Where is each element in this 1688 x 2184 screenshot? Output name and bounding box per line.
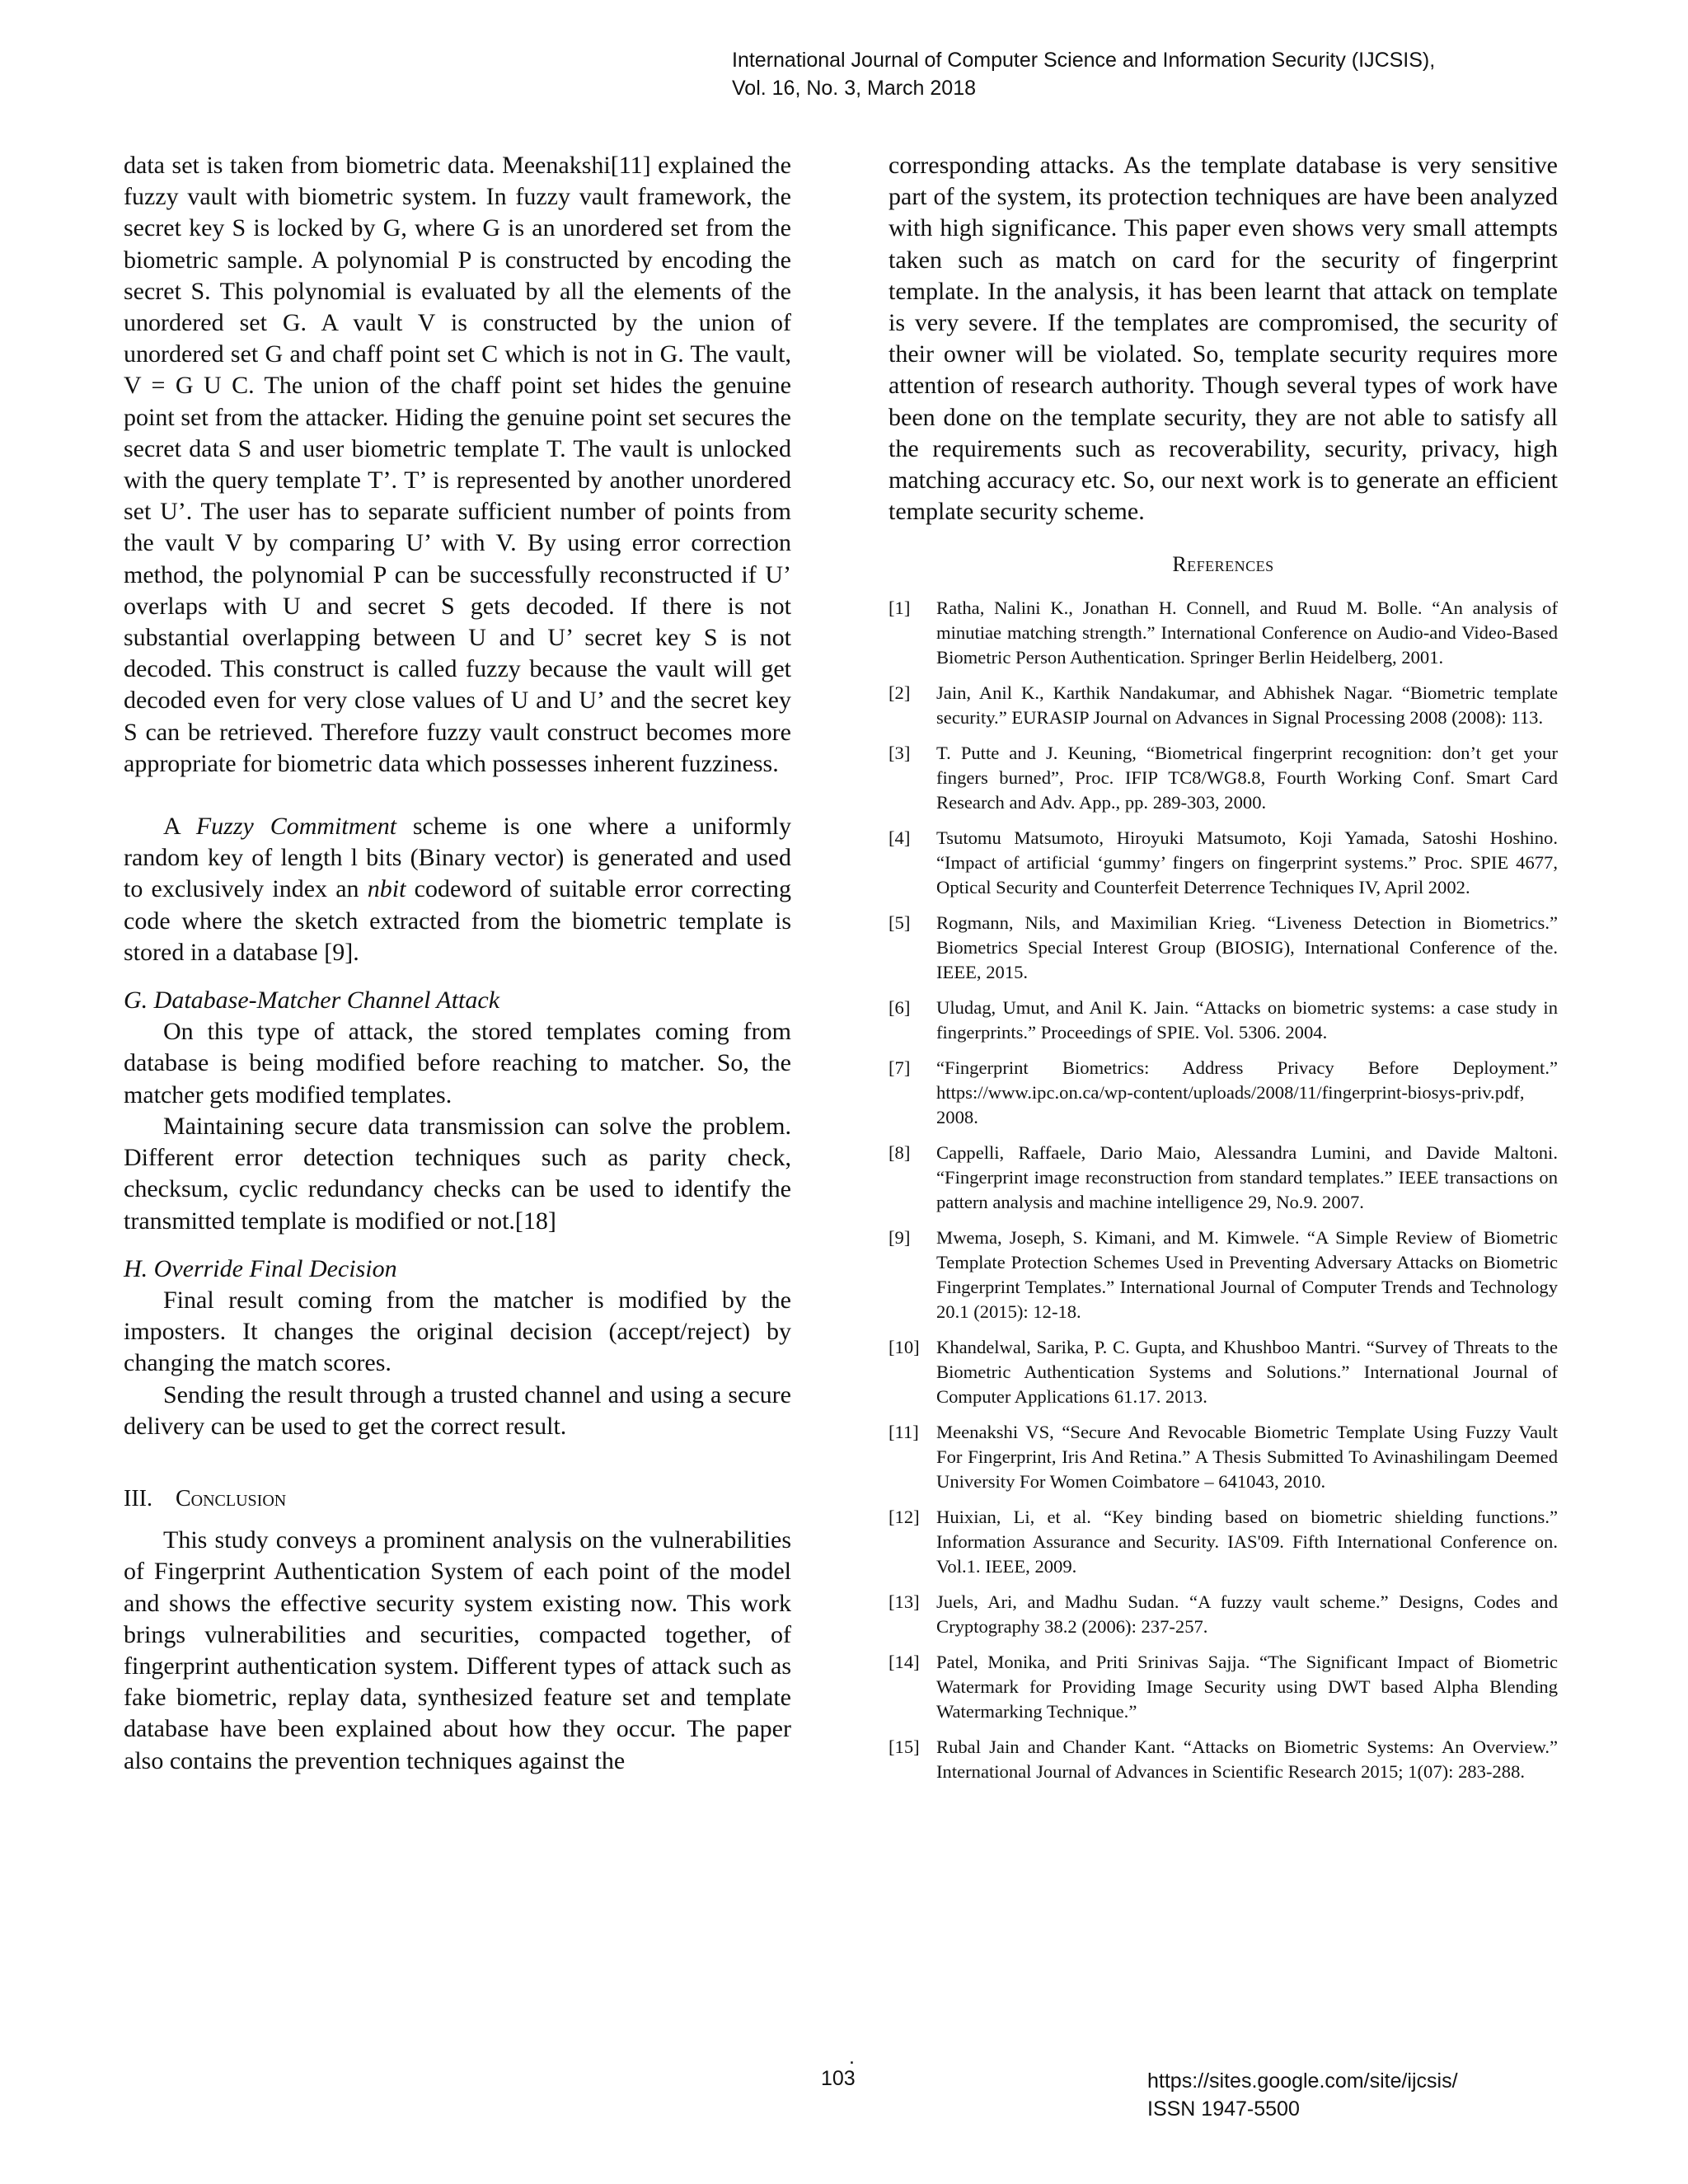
section-g-paragraph-1: On this type of attack, the stored templates coming from database is being modified before reaching to matcher. So, the matcher gets modified templates. bbox=[124, 1018, 791, 1108]
reference-text: Rubal Jain and Chander Kant. “Attacks on Biometric Systems: An Overview.” International Journal of Advances in Scientific Research 2015; 1(07): 283-288. bbox=[936, 1736, 1558, 1782]
reference-text: Uludag, Umut, and Anil K. Jain. “Attacks on biometric systems: a case study in fingerprints.” Proceedings of SPIE. Vol. 5306. 2004. bbox=[936, 996, 1558, 1043]
fuzzy-vault-paragraph: data set is taken from biometric data. Meenakshi[11] explained the fuzzy vault with biometric system. In fuzzy vault framework, the secret key S is locked by G, where G is an unordered set from the biometric sample. A polynomial P is constructed by encoding the secret S. This polynomial is evaluated by all the elements of the unordered set G. A vault V is constructed by the union of unordered set G and chaff point set C which is not in G. The vault, V = G U C. The union of the chaff point set hides the genuine point set from the attacker. Hiding the genuine point set secures the secret data S and user biometric template T. The vault is unlocked with the query template T’. T’ is represented by another unordered set U’. The user has to separate sufficient number of points from the vault V by comparing U’ with V. By using error correction method, the polynomial P can be successfully reconstructed if U’ overlaps with U and secret S gets decoded. If there is not substantial overlapping between U and U’ secret key S is not decoded. This construct is called fuzzy because the vault will get decoded even for very close values of U and U’ and the secret key S can be retrieved. Therefore fuzzy vault construct becomes more appropriate for biometric data which possesses inherent fuzziness. bbox=[124, 152, 791, 777]
reference-item bbox=[889, 596, 1558, 670]
reference-item bbox=[889, 1590, 1558, 1639]
journal-volume: Vol. 16, No. 3, March 2018 bbox=[732, 77, 977, 100]
conclusion-heading: III. Conclusion bbox=[124, 1485, 287, 1511]
reference-number: [10] bbox=[889, 1336, 920, 1357]
reference-list bbox=[889, 596, 1558, 1784]
reference-item bbox=[889, 1056, 1558, 1130]
reference-text: Mwema, Joseph, S. Kimani, and M. Kimwele. “A Simple Review of Biometric Template Protection Schemes Used in Preventing Adversary Attacks on Biometric Fingerprint Templates.” International Journal of Computer Trends and Technology 20.1 (2015): 12-18. bbox=[936, 1226, 1558, 1322]
fuzzy-commitment-term: Fuzzy Commitment bbox=[195, 813, 397, 841]
section-h-paragraph-2: Sending the result through a trusted channel and using a secure delivery can be used to get the correct result. bbox=[124, 1380, 791, 1440]
reference-number: [8] bbox=[889, 1141, 911, 1163]
reference-text: T. Putte and J. Keuning, “Biometrical fingerprint recognition: don’t get your fingers burned”, Proc. IFIP TC8/WG8.8, Fourth Working Conf. Smart Card Research and Adv. App., pp. 289-303, 2000. bbox=[936, 742, 1558, 813]
reference-number: [12] bbox=[889, 1506, 920, 1527]
reference-item bbox=[889, 1226, 1558, 1324]
reference-text: Rogmann, Nils, and Maximilian Krieg. “Liveness Detection in Biometrics.” Biometrics Special Interest Group (BIOSIG), International Conference of the. IEEE, 2015. bbox=[936, 912, 1558, 982]
nbit-term: nbit bbox=[367, 875, 406, 903]
reference-number: [1] bbox=[889, 597, 911, 618]
reference-text: Patel, Monika, and Priti Srinivas Sajja. “The Significant Impact of Biometric Watermark for Providing Image Security using DWT based Alpha Blending Watermarking Technique.” bbox=[936, 1651, 1558, 1722]
issn: ISSN 1947-5500 bbox=[1147, 2097, 1300, 2121]
reference-item bbox=[889, 996, 1558, 1045]
reference-number: [3] bbox=[889, 742, 911, 763]
reference-item bbox=[889, 911, 1558, 985]
journal-title: International Journal of Computer Science and Information Security (IJCSIS), bbox=[732, 49, 1436, 72]
left-column bbox=[124, 150, 791, 1777]
reference-number: [5] bbox=[889, 912, 911, 933]
section-h-paragraph-1: Final result coming from the matcher is modified by the imposters. It changes the original decision (accept/reject) by changing the match scores. bbox=[124, 1286, 791, 1377]
reference-item bbox=[889, 1335, 1558, 1409]
journal-url: https://sites.google.com/site/ijcsis/ bbox=[1147, 2069, 1458, 2093]
footer-dot: . bbox=[849, 2046, 855, 2069]
reference-number: [7] bbox=[889, 1057, 911, 1078]
reference-text: Juels, Ari, and Madhu Sudan. “A fuzzy vault scheme.” Designs, Codes and Cryptography 38.2 (2006): 237-257. bbox=[936, 1591, 1558, 1637]
reference-text: Huixian, Li, et al. “Key binding based on biometric shielding functions.” Information Assurance and Security. IAS'09. Fifth International Conference on. Vol.1. IEEE, 2009. bbox=[936, 1506, 1558, 1577]
reference-text: Ratha, Nalini K., Jonathan H. Connell, and Ruud M. Bolle. “An analysis of minutiae matching strength.” International Conference on Audio-and Video-Based Biometric Person Authentication. Springer Berlin Heidelberg, 2001. bbox=[936, 597, 1558, 668]
reference-text: “Fingerprint Biometrics: Address Privacy Before Deployment.” https://www.ipc.on.ca/wp-content/uploads/2008/11/fingerprint-biosys-priv.pdf, 2008. bbox=[936, 1057, 1558, 1127]
section-g-heading: G. Database-Matcher Channel Attack bbox=[124, 987, 500, 1015]
journal-header bbox=[732, 46, 1556, 102]
fuzzy-commitment-paragraph: A Fuzzy Commitment scheme is one where a uniformly random key of length l bits (Binary vector) is generated and used to exclusively index an nbit codeword of suitable error correcting code where the sketch extracted from the biometric template is stored in a database [9]. bbox=[124, 813, 791, 966]
reference-item bbox=[889, 1141, 1558, 1215]
reference-number: [2] bbox=[889, 682, 911, 703]
reference-number: [11] bbox=[889, 1421, 919, 1442]
right-column bbox=[889, 150, 1558, 1795]
reference-number: [9] bbox=[889, 1226, 911, 1248]
reference-text: Tsutomu Matsumoto, Hiroyuki Matsumoto, Koji Yamada, Satoshi Hoshino. “Impact of artificial ‘gummy’ fingers on fingerprint systems.” Proc. SPIE 4677, Optical Security and Counterfeit Deterrence Techniques IV, April 2002. bbox=[936, 827, 1558, 898]
reference-number: [6] bbox=[889, 996, 911, 1018]
reference-text: Meenakshi VS, “Secure And Revocable Biometric Template Using Fuzzy Vault For Fingerprint, Iris And Retina.” A Thesis Submitted To Avinashilingam Deemed University For Women Coimbatore – 641043, 2010. bbox=[936, 1421, 1558, 1492]
reference-item bbox=[889, 1650, 1558, 1724]
footer-info bbox=[1147, 2067, 1458, 2123]
reference-item bbox=[889, 681, 1558, 730]
reference-item bbox=[889, 1420, 1558, 1494]
reference-item bbox=[889, 826, 1558, 900]
reference-number: [13] bbox=[889, 1591, 920, 1612]
conclusion-continued-paragraph: corresponding attacks. As the template database is very sensitive part of the system, its protection techniques are have been analyzed with high significance. This paper even shows very small attempts taken such as match on card for the security of fingerprint template. In the analysis, it has been learnt that attack on template is very severe. If the templates are compromised, the security of their owner will be violated. So, template security requires more attention of research authority. Though several types of work have been done on the template security, they are not able to satisfy all the requirements such as recoverability, security, privacy, high matching accuracy etc. So, our next work is to generate an efficient template security scheme. bbox=[889, 152, 1558, 526]
section-g-paragraph-2: Maintaining secure data transmission can solve the problem. Different error detection techniques such as parity check, checksum, cyclic redundancy checks can be used to identify the transmitted template is modified or not.[18] bbox=[124, 1112, 791, 1235]
reference-text: Khandelwal, Sarika, P. C. Gupta, and Khushboo Mantri. “Survey of Threats to the Biometric Authentication Systems and Solutions.” International Journal of Computer Applications 61.17. 2013. bbox=[936, 1336, 1558, 1407]
reference-number: [14] bbox=[889, 1651, 920, 1672]
reference-text: Cappelli, Raffaele, Dario Maio, Alessandra Lumini, and Davide Maltoni. “Fingerprint image reconstruction from standard templates.” IEEE transactions on pattern analysis and machine intelligence 29, No.9. 2007. bbox=[936, 1141, 1558, 1212]
section-h-heading: H. Override Final Decision bbox=[124, 1254, 397, 1282]
reference-item bbox=[889, 1735, 1558, 1784]
reference-item bbox=[889, 1505, 1558, 1579]
conclusion-paragraph: This study conveys a prominent analysis on the vulnerabilities of Fingerprint Authentication System of each point of the model and shows the effective security system existing now. This work brings vulnerabilities and securities, compacted together, of fingerprint authentication system. Different types of attack such as fake biometric, replay data, synthesized feature set and template database have been explained about how they occur. The paper also contains the prevention techniques against the bbox=[124, 1526, 791, 1774]
reference-number: [15] bbox=[889, 1736, 920, 1757]
page-number: 103 bbox=[821, 2067, 856, 2090]
reference-item bbox=[889, 741, 1558, 815]
reference-number: [4] bbox=[889, 827, 911, 848]
reference-text: Jain, Anil K., Karthik Nandakumar, and Abhishek Nagar. “Biometric template security.” EURASIP Journal on Advances in Signal Processing 2008 (2008): 113. bbox=[936, 682, 1558, 728]
references-heading: References bbox=[1172, 552, 1274, 577]
